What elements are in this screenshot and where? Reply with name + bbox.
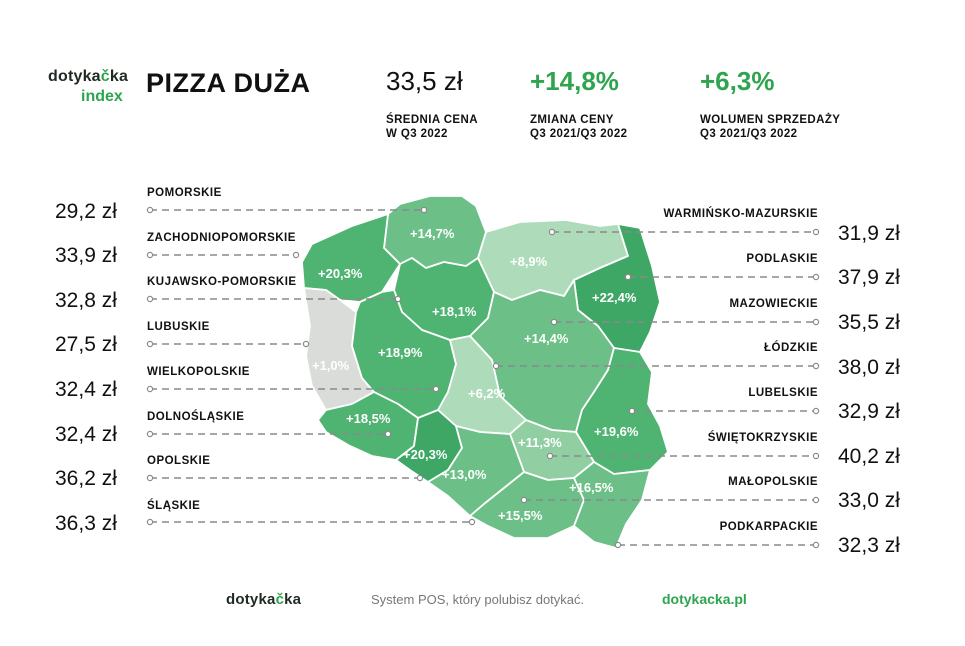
- map-label-kujawsko: +18,1%: [432, 304, 477, 319]
- map-label-opolskie: +20,3%: [403, 447, 448, 462]
- stat-label-2: Q3 2021/Q3 2022: [530, 128, 628, 140]
- left-region-name: KUJAWSKO-POMORSKIE: [147, 276, 297, 288]
- right-region-price: 37,9 zł: [838, 266, 900, 289]
- right-region-name: LUBELSKIE: [748, 387, 818, 399]
- map-label-lubuskie: +1,0%: [312, 358, 350, 373]
- map-label-slaskie: +13,0%: [442, 467, 487, 482]
- page-title: PIZZA DUŻA: [146, 68, 311, 98]
- right-region-price: 31,9 zł: [838, 222, 900, 245]
- right-region-name: MAZOWIECKIE: [729, 298, 818, 310]
- left-region-price: 27,5 zł: [55, 333, 117, 356]
- stat-label-1: ŚREDNIA CENA: [386, 114, 478, 126]
- left-region-name: POMORSKIE: [147, 187, 222, 199]
- right-region-name: MAŁOPOLSKIE: [728, 476, 818, 488]
- stat-label-2: W Q3 2022: [386, 128, 448, 140]
- footer-slogan: System POS, który polubisz dotykać.: [371, 592, 585, 607]
- left-region-price: 36,3 zł: [55, 512, 117, 535]
- map-label-podkarpackie: +16,5%: [569, 480, 614, 495]
- left-region-price: 29,2 zł: [55, 200, 117, 223]
- left-region-price: 32,8 zł: [55, 289, 117, 312]
- left-region-name: ŚLĄSKIE: [147, 500, 201, 512]
- stat-label-2: Q3 2021/Q3 2022: [700, 128, 798, 140]
- map-label-lodzkie: +6,2%: [468, 386, 506, 401]
- right-region-name: ŚWIĘTOKRZYSKIE: [707, 432, 818, 444]
- right-region-price: 32,9 zł: [838, 400, 900, 423]
- map-label-mazowieckie: +14,4%: [524, 331, 569, 346]
- map-label-swietokrzyskie: +11,3%: [518, 435, 562, 450]
- map-label-malopolskie: +15,5%: [498, 508, 543, 523]
- map-label-warminsko: +8,9%: [510, 254, 548, 269]
- left-region-name: WIELKOPOLSKIE: [147, 366, 250, 378]
- left-region-price: 32,4 zł: [55, 423, 117, 446]
- left-region-price: 32,4 zł: [55, 378, 117, 401]
- right-region-price: 33,0 zł: [838, 489, 900, 512]
- stat-value: +6,3%: [700, 66, 775, 96]
- map-label-wielkopolskie: +18,9%: [378, 345, 423, 360]
- right-region-name: ŁÓDZKIE: [764, 342, 818, 354]
- right-region-price: 40,2 zł: [838, 445, 900, 468]
- map-label-dolnoslaskie: +18,5%: [346, 411, 391, 426]
- map-label-pomorskie: +14,7%: [410, 226, 455, 241]
- left-region-price: 36,2 zł: [55, 467, 117, 490]
- stat-label-1: WOLUMEN SPRZEDAŻY: [700, 114, 841, 126]
- stat-label-1: ZMIANA CENY: [530, 114, 614, 126]
- right-region-price: 32,3 zł: [838, 534, 900, 557]
- left-region-name: ZACHODNIOPOMORSKIE: [147, 232, 296, 244]
- right-region-price: 38,0 zł: [838, 356, 900, 379]
- right-region-name: WARMIŃSKO-MAZURSKIE: [663, 208, 818, 220]
- right-region-name: PODKARPACKIE: [719, 521, 818, 533]
- brand-wordmark: dotykačka: [48, 68, 129, 85]
- left-region-name: DOLNOŚLĄSKIE: [147, 411, 245, 423]
- brand-index: index: [81, 88, 123, 105]
- stat-value: +14,8%: [530, 66, 619, 96]
- map-label-lubelskie: +19,6%: [594, 424, 639, 439]
- footer-logo: dotykačka: [226, 591, 302, 608]
- left-region-price: 33,9 zł: [55, 244, 117, 267]
- left-region-name: OPOLSKIE: [147, 455, 211, 467]
- left-region-name: LUBUSKIE: [147, 321, 210, 333]
- map-label-podlaskie: +22,4%: [592, 290, 637, 305]
- right-region-name: PODLASKIE: [746, 253, 818, 265]
- footer-website-link[interactable]: dotykacka.pl: [662, 591, 747, 607]
- region-podkarpackie: [574, 462, 650, 548]
- right-region-price: 35,5 zł: [838, 311, 900, 334]
- stat-value: 33,5 zł: [386, 66, 463, 96]
- map-label-zachodniopomorskie: +20,3%: [318, 266, 363, 281]
